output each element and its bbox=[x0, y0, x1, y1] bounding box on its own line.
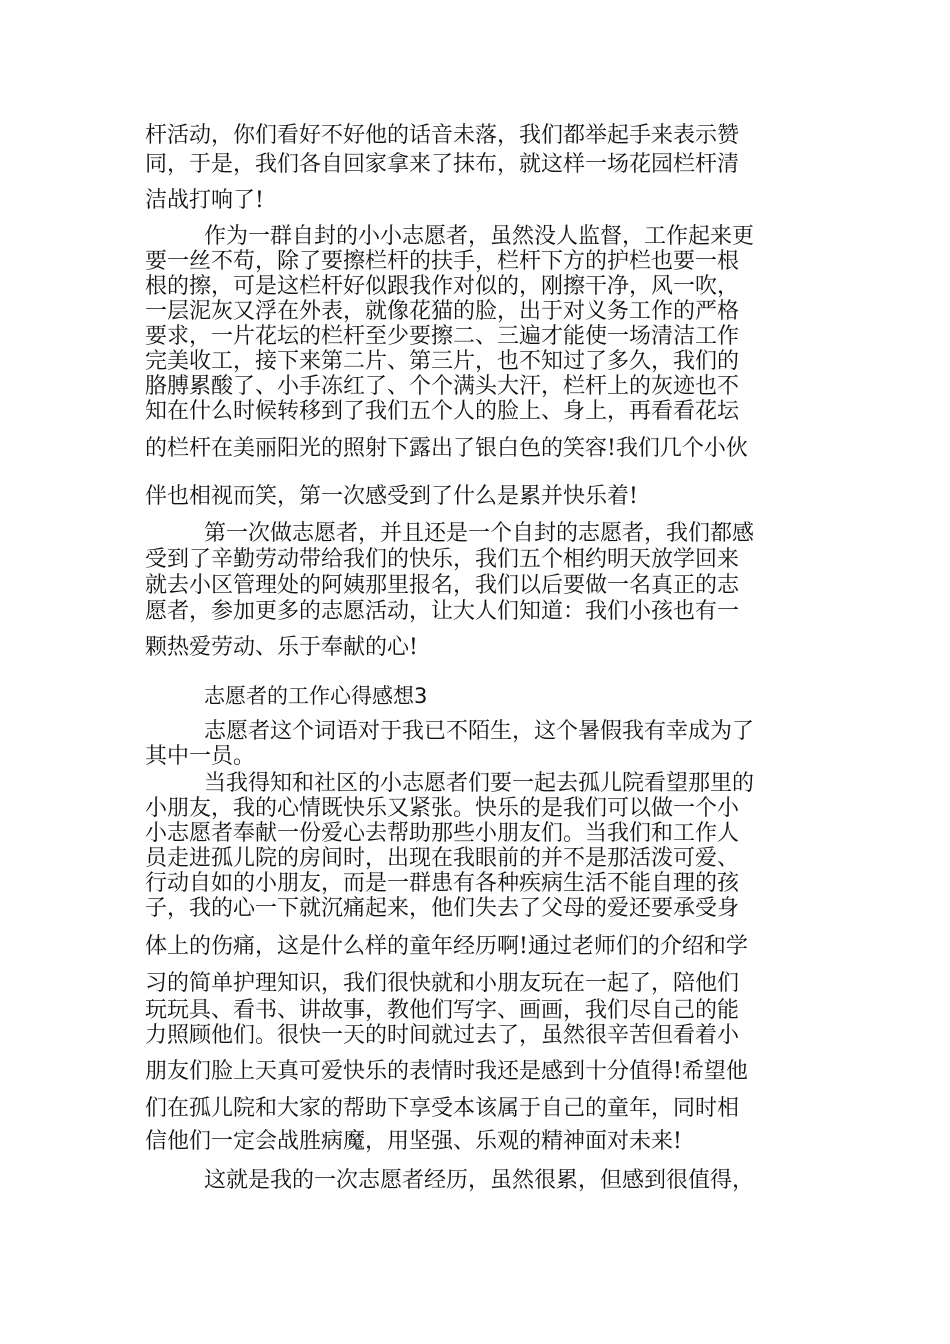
text-line: 洁战打响了! bbox=[145, 188, 264, 213]
text-line: 要求，一片花坛的栏杆至少要擦二、三遍才能使一场清洁工作 bbox=[145, 324, 740, 349]
text-line: 体上的伤痛，这是什么样的童年经历啊!通过老师们的介绍和学 bbox=[145, 934, 748, 959]
text-line: 这就是我的一次志愿者经历，虽然很累，但感到很值得， bbox=[204, 1168, 755, 1193]
text-line: 一层泥灰又浮在外表，就像花猫的脸，出于对义务工作的严格 bbox=[145, 299, 740, 324]
text-line: 当我得知和社区的小志愿者们要一起去孤儿院看望那里的 bbox=[204, 771, 755, 796]
text-line: 行动自如的小朋友，而是一群患有各种疾病生活不能自理的孩 bbox=[145, 871, 740, 896]
text-line: 小朋友，我的心情既快乐又紧张。快乐的是我们可以做一个小 bbox=[145, 796, 740, 821]
text-line: 愿者，参加更多的志愿活动，让大人们知道：我们小孩也有一 bbox=[145, 599, 740, 624]
text-line: 杆活动，你们看好不好他的话音未落，我们都举起手来表示赞 bbox=[145, 123, 740, 148]
text-line: 作为一群自封的小小志愿者，虽然没人监督，工作起来更 bbox=[204, 224, 755, 249]
text-line: 第一次做志愿者，并且还是一个自封的志愿者，我们都感 bbox=[204, 521, 755, 546]
text-line: 同，于是，我们各自回家拿来了抹布，就这样一场花园栏杆清 bbox=[145, 152, 740, 177]
text-line: 颗热爱劳动、乐于奉献的心! bbox=[145, 635, 418, 660]
text-line: 子，我的心一下就沉痛起来，他们失去了父母的爱还要承受身 bbox=[145, 896, 740, 921]
text-line: 胳膊累酸了、小手冻红了、个个满头大汗，栏杆上的灰迹也不 bbox=[145, 374, 740, 399]
text-line: 玩玩具、看书、讲故事，教他们写字、画画，我们尽自己的能 bbox=[145, 998, 740, 1023]
section-heading: 志愿者的工作心得感想3 bbox=[204, 684, 428, 708]
text-line: 的栏杆在美丽阳光的照射下露出了银白色的笑容!我们几个小伙 bbox=[145, 436, 748, 461]
text-line: 信他们一定会战胜病魔，用坚强、乐观的精神面对未来! bbox=[145, 1129, 682, 1154]
text-line: 员走进孤儿院的房间时，出现在我眼前的并不是那活泼可爱、 bbox=[145, 846, 740, 871]
text-line: 知在什么时候转移到了我们五个人的脸上、身上，再看看花坛 bbox=[145, 399, 740, 424]
text-line: 其中一员。 bbox=[145, 744, 256, 769]
text-line: 们在孤儿院和大家的帮助下享受本该属于自己的童年，同时相 bbox=[145, 1096, 740, 1121]
text-line: 志愿者这个词语对于我已不陌生，这个暑假我有幸成为了 bbox=[204, 719, 755, 744]
text-line: 根的擦，可是这栏杆好似跟我作对似的，刚擦干净，风一吹， bbox=[145, 274, 740, 299]
text-line: 小志愿者奉献一份爱心去帮助那些小朋友们。当我们和工作人 bbox=[145, 821, 740, 846]
text-line: 要一丝不苟，除了要擦栏杆的扶手，栏杆下方的护栏也要一根 bbox=[145, 249, 740, 274]
text-line: 力照顾他们。很快一天的时间就过去了，虽然很辛苦但看着小 bbox=[145, 1023, 740, 1048]
text-line: 伴也相视而笑，第一次感受到了什么是累并快乐着! bbox=[145, 484, 638, 509]
text-line: 朋友们脸上天真可爱快乐的表情时我还是感到十分值得!希望他 bbox=[145, 1059, 748, 1084]
text-line: 完美收工，接下来第二片、第三片，也不知过了多久，我们的 bbox=[145, 349, 740, 374]
text-line: 受到了辛勤劳动带给我们的快乐，我们五个相约明天放学回来 bbox=[145, 547, 740, 572]
text-line: 就去小区管理处的阿姨那里报名，我们以后要做一名真正的志 bbox=[145, 573, 740, 598]
text-line: 习的简单护理知识，我们很快就和小朋友玩在一起了，陪他们 bbox=[145, 971, 740, 996]
